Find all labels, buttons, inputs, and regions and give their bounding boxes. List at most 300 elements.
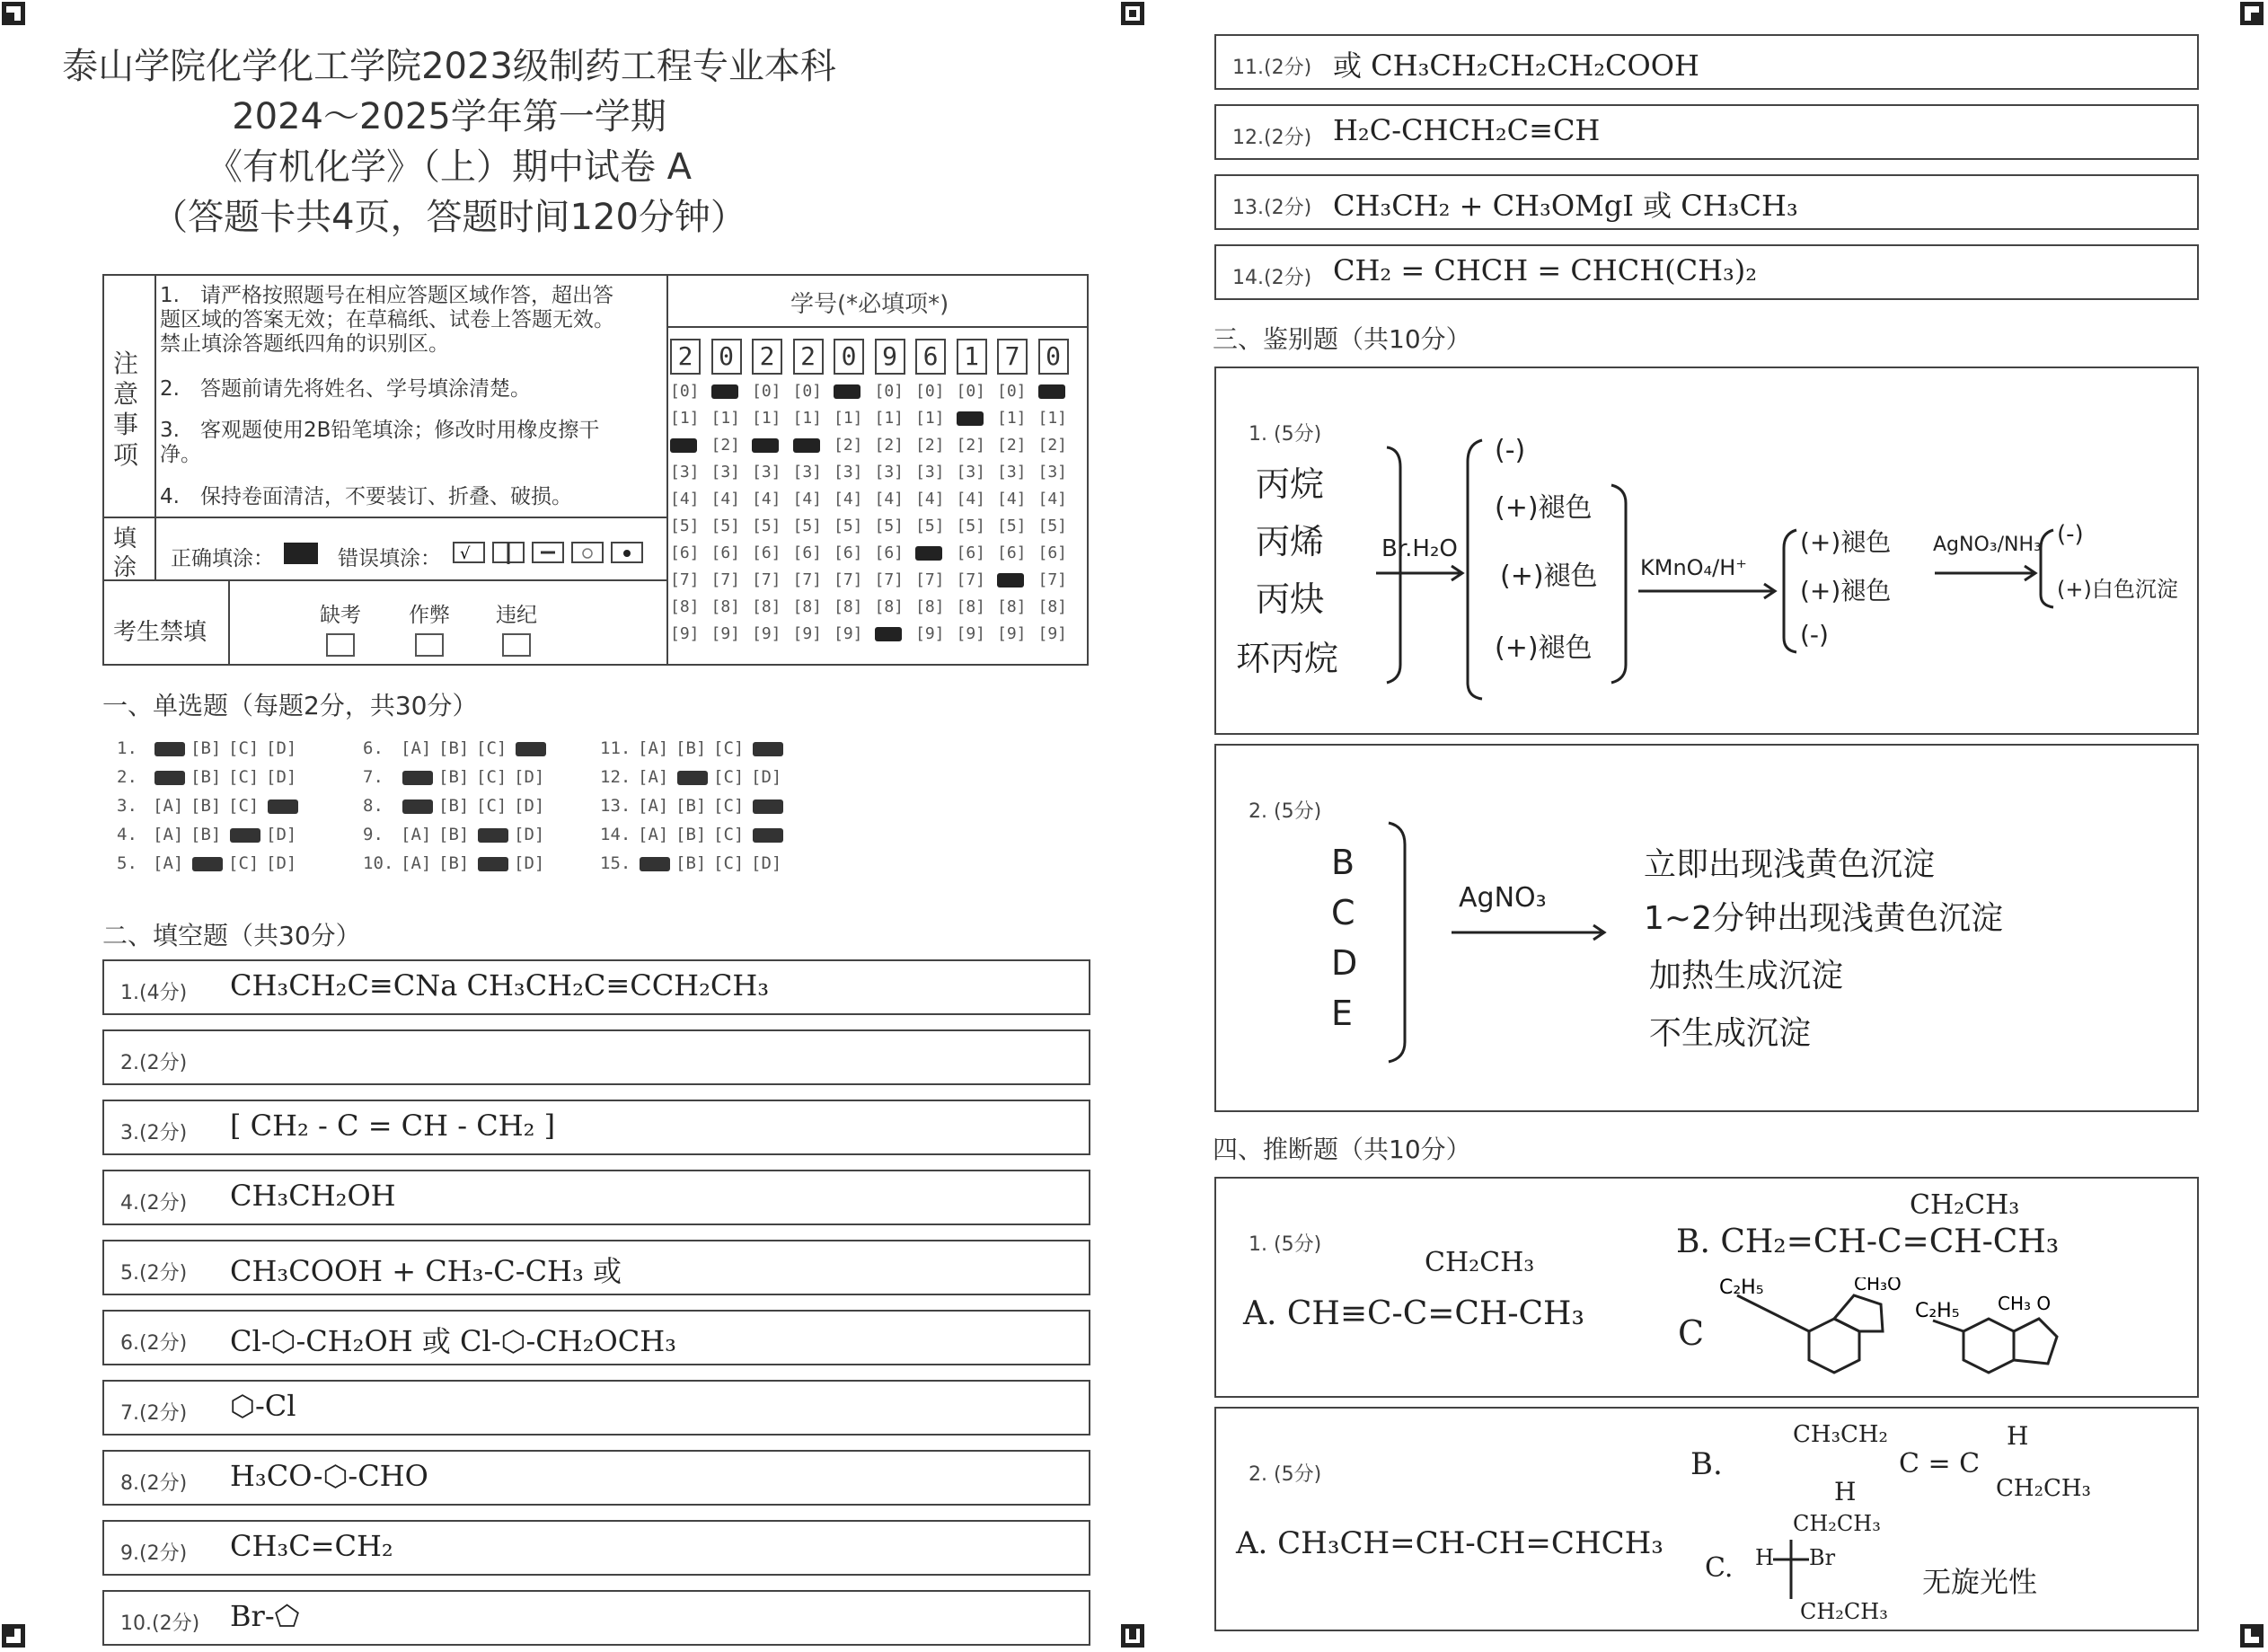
student-id-bubble[interactable]: [1]	[752, 409, 781, 428]
fill-blank-answer: CH₂ = CHCH = CHCH(CH₃)₂	[1333, 253, 1758, 287]
fill-blank-label: 9.(2分)	[120, 1542, 188, 1565]
mcq-option[interactable]: [C]	[713, 853, 745, 873]
fill-blank-answer: ⬡-Cl	[230, 1389, 296, 1423]
mcq-option[interactable]: [A]	[638, 738, 669, 758]
identify-q1-r3-1: (-)	[2057, 521, 2084, 548]
fill-blank-answer: CH₃CH₂C≡CNa CH₃CH₂C≡CCH₂CH₃	[230, 968, 770, 1003]
fill-blank-box	[102, 1100, 1090, 1155]
infer-q2-b-h2: H	[2007, 1421, 2029, 1451]
student-id-digit-box[interactable]: 9	[875, 339, 905, 375]
student-id-digit-box[interactable]: 1	[957, 339, 987, 375]
student-id-bubble[interactable]: [2]	[834, 436, 863, 455]
student-id-bubble[interactable]	[915, 543, 945, 562]
infer-q2-b-r: CH₂CH₃	[1996, 1475, 2091, 1502]
student-id-bubble[interactable]: [5]	[997, 517, 1027, 535]
exam-title-line3: 《有机化学》（上）期中试卷 A	[206, 146, 693, 188]
fill-blank-label: 11.(2分)	[1232, 57, 1312, 79]
student-id-bubble[interactable]: [3]	[915, 463, 945, 481]
student-id-bubble[interactable]: [7]	[1037, 570, 1068, 589]
student-id-bubble[interactable]: [7]	[834, 570, 863, 589]
mcq-option[interactable]: [C]	[228, 738, 260, 758]
student-id-bubble[interactable]	[1038, 382, 1068, 401]
mcq-number: 3.	[117, 796, 137, 816]
student-id-bubble[interactable]: [6]	[1037, 543, 1068, 562]
infer-q1-a-sub: CH₂CH₃	[1425, 1247, 1535, 1278]
infer-q2-b: B.	[1690, 1446, 1723, 1482]
mcq-option[interactable]: [D]	[266, 825, 297, 844]
fill-blank-box	[102, 959, 1090, 1015]
infer-q2-c-h: H	[1755, 1545, 1774, 1570]
student-id-bubble[interactable]: [1]	[915, 409, 945, 428]
svg-text:CH₃O: CH₃O	[1854, 1277, 1902, 1294]
identify-q2-label: 2. (5分)	[1249, 800, 1322, 823]
student-id-bubble[interactable]: [8]	[792, 597, 823, 616]
student-id-bubble[interactable]: [8]	[997, 597, 1027, 616]
identify-q1-reagent-3: AgNO₃/NH₃	[1933, 534, 2042, 556]
student-id-bubble[interactable]: [9]	[792, 624, 823, 643]
mcq-option[interactable]: [C]	[228, 796, 260, 816]
mcq-option[interactable]: [A]	[401, 853, 432, 873]
mcq-option[interactable]: [B]	[675, 825, 707, 844]
identify-q1-r1-2: (+)褪色	[1495, 492, 1593, 524]
mcq-option[interactable]: [B]	[190, 796, 222, 816]
student-id-bubble[interactable]: [8]	[915, 597, 945, 616]
student-id-bubble[interactable]	[793, 436, 823, 455]
student-id-bubble[interactable]: [1]	[670, 409, 700, 428]
notice-item-1: 1. 请严格按照题号在相应答题区域作答，超出答题区域的答案无效；在草稿纸、试卷上答题无效。禁止填涂答题纸四角的识别区。	[160, 284, 614, 356]
correct-fill-sample	[284, 543, 318, 564]
student-id-bubble[interactable]: [6]	[670, 543, 700, 562]
mcq-filled-mark	[192, 857, 223, 871]
fill-label: 填涂	[113, 526, 137, 581]
svg-text:C₂H₅: C₂H₅	[1915, 1300, 1960, 1322]
student-id-bubble[interactable]: [8]	[752, 597, 781, 616]
student-id-bubble[interactable]: [5]	[752, 517, 781, 535]
notice-item-2: 2. 答题前请先将姓名、学号填涂清楚。	[160, 377, 531, 401]
mcq-option[interactable]: [B]	[438, 853, 470, 873]
student-id-bubble[interactable]: [2]	[874, 436, 905, 455]
mcq-option[interactable]: [C]	[228, 767, 260, 787]
identify-q2-compound-d: D	[1331, 943, 1358, 983]
mcq-option[interactable]: [C]	[476, 767, 507, 787]
student-id-bubble[interactable]	[670, 436, 700, 455]
infer-q1-b: B. CH₂=CH-C=CH-CH₃	[1676, 1224, 2060, 1260]
mcq-filled-mark	[154, 771, 185, 785]
mcq-number: 7.	[363, 767, 384, 787]
mcq-number: 5.	[117, 853, 137, 873]
fill-blank-label: 14.(2分)	[1232, 267, 1312, 289]
mcq-option[interactable]: [C]	[713, 767, 745, 787]
fill-blank-answer: CH₃CH₂OH	[230, 1179, 396, 1213]
student-id-bubble[interactable]	[875, 624, 905, 643]
student-id-bubble[interactable]: [8]	[956, 597, 986, 616]
infer-q2-b-h1: H	[1834, 1477, 1857, 1506]
infer-q1-c-structure	[1719, 1277, 2061, 1394]
fill-blank-label: 12.(2分)	[1232, 127, 1312, 149]
student-id-bubble[interactable]: [1]	[997, 409, 1027, 428]
mcq-number: 8.	[363, 796, 384, 816]
student-id-bubble[interactable]: [4]	[834, 490, 863, 508]
student-id-bubble[interactable]: [9]	[997, 624, 1027, 643]
fill-blank-answer: [ CH₂ - C = CH - CH₂ ]	[230, 1109, 556, 1143]
ban-option-absent[interactable]	[320, 598, 361, 657]
fill-blank-box	[1214, 174, 2199, 230]
student-id-bubble[interactable]: [1]	[874, 409, 905, 428]
student-id-bubble[interactable]: [8]	[874, 597, 905, 616]
identify-q2-compound-e: E	[1331, 994, 1354, 1033]
fill-blank-answer: 或 CH₃CH₂CH₂CH₂COOH	[1333, 49, 1699, 83]
exam-title-line4: （答题卡共4页，答题时间120分钟）	[152, 197, 746, 238]
wrong-fill-samples	[452, 541, 649, 570]
student-id-digit-box[interactable]: 0	[834, 339, 864, 375]
infer-q1-box	[1214, 1177, 2199, 1398]
ban-label: 考生禁填	[113, 619, 207, 646]
mcq-option[interactable]: [B]	[190, 767, 222, 787]
student-id-bubble[interactable]: [6]	[710, 543, 741, 562]
fill-blank-answer: Cl-⬡-CH₂OH 或 Cl-⬡-CH₂OCH₃	[230, 1324, 676, 1358]
student-id-bubble[interactable]: [9]	[956, 624, 986, 643]
student-id-bubble[interactable]: [3]	[997, 463, 1027, 481]
notice-item-4: 4. 保持卷面清洁，不要装订、折叠、破损。	[160, 485, 572, 508]
student-id-bubble[interactable]: [7]	[752, 570, 781, 589]
identify-q1-r1-1: (-)	[1495, 435, 1526, 466]
fill-blank-label: 10.(2分)	[120, 1612, 200, 1635]
fill-blank-label: 13.(2分)	[1232, 197, 1312, 219]
fill-blank-label: 1.(4分)	[120, 982, 188, 1004]
student-id-bubble[interactable]: [6]	[956, 543, 986, 562]
infer-q2-c-note: 无旋光性	[1922, 1565, 2038, 1599]
identify-q1-compound-1: 丙烷	[1256, 464, 1325, 504]
student-id-bubble[interactable]	[997, 570, 1027, 589]
mcq-option[interactable]: [C]	[713, 796, 745, 816]
infer-q2-c-cross	[1773, 1540, 1809, 1603]
fill-blank-box	[1214, 34, 2199, 90]
student-id-bubble[interactable]: [7]	[792, 570, 823, 589]
student-id-bubble[interactable]: [5]	[956, 517, 986, 535]
identify-q2-result-3: 加热生成沉淀	[1649, 958, 1844, 994]
infer-q1-c: C	[1678, 1313, 1705, 1353]
notice-side-label: 注意事项	[113, 349, 139, 470]
mcq-option[interactable]: [D]	[266, 738, 297, 758]
mcq-option[interactable]: [A]	[401, 738, 432, 758]
identify-q1-compound-3: 丙炔	[1256, 579, 1325, 619]
student-id-bubble[interactable]: [6]	[752, 543, 781, 562]
infer-q2-box	[1214, 1407, 2199, 1631]
student-id-bubble[interactable]: [4]	[1037, 490, 1068, 508]
student-id-bubble[interactable]: [9]	[752, 624, 781, 643]
student-id-bubble[interactable]: [3]	[710, 463, 741, 481]
student-id-bubble[interactable]: [8]	[1037, 597, 1068, 616]
student-id-bubble[interactable]: [6]	[874, 543, 905, 562]
student-id-digit-box[interactable]: 0	[1038, 339, 1069, 375]
mcq-option[interactable]: [D]	[266, 767, 297, 787]
svg-text:√: √	[460, 544, 471, 563]
student-id-bubble[interactable]: [1]	[834, 409, 863, 428]
student-id-bubble[interactable]: [7]	[874, 570, 905, 589]
student-id-bubble[interactable]: [0]	[670, 382, 700, 401]
student-id-bubble[interactable]: [7]	[915, 570, 945, 589]
identify-q2-compound-c: C	[1331, 893, 1355, 932]
fill-blank-label: 3.(2分)	[120, 1122, 188, 1144]
mcq-option[interactable]: [C]	[713, 738, 745, 758]
mcq-number: 11.	[600, 738, 631, 758]
student-id-bubble[interactable]: [7]	[956, 570, 986, 589]
student-id-bubble[interactable]: [6]	[997, 543, 1027, 562]
student-id-bubble[interactable]: [5]	[670, 517, 700, 535]
student-id-bubble[interactable]: [5]	[792, 517, 823, 535]
infer-q1-a: A. CH≡C-C=CH-CH₃	[1243, 1295, 1584, 1332]
mcq-option[interactable]: [C]	[713, 825, 745, 844]
mcq-number: 12.	[600, 767, 631, 787]
identify-q1-r1-3: (+)褪色	[1500, 561, 1598, 592]
student-id-bubble[interactable]: [3]	[670, 463, 700, 481]
student-id-bubble[interactable]: [5]	[1037, 517, 1068, 535]
mcq-option[interactable]: [B]	[438, 767, 470, 787]
fill-blank-answer: H₃CO-⬡-CHO	[230, 1459, 428, 1493]
section-identification: 三、鉴别题（共10分）	[1213, 324, 1471, 354]
student-id-bubble[interactable]: [2]	[710, 436, 741, 455]
mcq-option[interactable]: [B]	[190, 738, 222, 758]
fill-blank-box	[102, 1029, 1090, 1085]
fill-blank-box	[102, 1450, 1090, 1506]
student-id-bubble[interactable]: [7]	[670, 570, 700, 589]
ban-option-cheat-label: 作弊	[409, 604, 450, 627]
student-id-bubble[interactable]: [0]	[915, 382, 945, 401]
mcq-filled-mark	[478, 828, 508, 843]
student-id-bubble[interactable]: [4]	[915, 490, 945, 508]
mcq-option[interactable]: [B]	[190, 825, 222, 844]
mcq-option[interactable]: [A]	[153, 853, 184, 873]
student-id-bubble[interactable]: [3]	[834, 463, 863, 481]
mcq-option[interactable]: [D]	[266, 853, 297, 873]
mcq-option[interactable]: [A]	[401, 825, 432, 844]
student-id-bubble[interactable]: [4]	[752, 490, 781, 508]
student-id-bubble[interactable]: [1]	[710, 409, 741, 428]
mcq-filled-mark	[516, 742, 546, 756]
fill-blank-box	[102, 1590, 1090, 1646]
student-id-bubble[interactable]: [7]	[710, 570, 741, 589]
student-id-digit-box[interactable]: 2	[793, 339, 824, 375]
student-id-digit-box[interactable]: 6	[915, 339, 946, 375]
answer-sheet-page-right	[1134, 0, 2268, 1652]
mcq-option[interactable]: [A]	[638, 825, 669, 844]
identify-q2-reagent: AgNO₃	[1459, 882, 1547, 914]
mcq-number: 15.	[600, 853, 631, 873]
ban-option-violation[interactable]	[496, 598, 537, 657]
student-id-bubble[interactable]	[752, 436, 781, 455]
identify-q1-r3-2: (+)白色沉淀	[2057, 577, 2178, 602]
student-id-bubble[interactable]: [9]	[670, 624, 700, 643]
mcq-option[interactable]: [C]	[228, 853, 260, 873]
student-id-bubble[interactable]: [2]	[915, 436, 945, 455]
student-id-bubble[interactable]: [3]	[874, 463, 905, 481]
student-id-bubble[interactable]: [5]	[834, 517, 863, 535]
fill-blank-label: 5.(2分)	[120, 1262, 188, 1285]
infer-q1-label: 1. (5分)	[1249, 1233, 1322, 1256]
student-id-bubble[interactable]: [4]	[670, 490, 700, 508]
student-id-bubble[interactable]: [4]	[874, 490, 905, 508]
identify-q1-r1-4: (+)褪色	[1495, 632, 1593, 664]
student-id-bubble[interactable]	[711, 382, 741, 401]
mcq-option[interactable]: [A]	[153, 825, 184, 844]
infer-q2-a: A. CH₃CH=CH-CH=CHCH₃	[1236, 1525, 1663, 1561]
identify-q2-box	[1214, 744, 2199, 1112]
student-id-bubble[interactable]: [3]	[1037, 463, 1068, 481]
fill-blank-label: 8.(2分)	[120, 1472, 188, 1495]
fill-blank-box	[1214, 244, 2199, 300]
mcq-number: 14.	[600, 825, 631, 844]
student-id-bubble[interactable]: [0]	[752, 382, 781, 401]
student-id-bubble[interactable]: [0]	[874, 382, 905, 401]
student-id-bubble[interactable]: [4]	[710, 490, 741, 508]
mcq-filled-mark	[268, 799, 298, 814]
student-id-bubble[interactable]: [1]	[1037, 409, 1068, 428]
student-id-bubble[interactable]: [2]	[1037, 436, 1068, 455]
exam-title-line2: 2024～2025学年第一学期	[232, 96, 666, 137]
mcq-number: 6.	[363, 738, 384, 758]
infer-q2-c-br: Br	[1809, 1545, 1836, 1570]
mcq-number: 10.	[363, 853, 394, 873]
ban-option-cheat[interactable]	[409, 598, 450, 657]
student-id-bubble[interactable]: [8]	[710, 597, 741, 616]
mcq-option[interactable]: [B]	[675, 853, 707, 873]
mcq-number: 2.	[117, 767, 137, 787]
student-id-bubble[interactable]: [9]	[1037, 624, 1068, 643]
student-id-bubble[interactable]: [4]	[956, 490, 986, 508]
fill-blank-box	[102, 1170, 1090, 1225]
fill-blank-box	[102, 1380, 1090, 1436]
fill-blank-answer: CH₃C=CH₂	[230, 1529, 393, 1563]
mcq-filled-mark	[402, 771, 433, 785]
mcq-option[interactable]: [D]	[514, 825, 545, 844]
student-id-bubble[interactable]	[834, 382, 863, 401]
identify-q1-compound-2: 丙烯	[1256, 522, 1325, 561]
fill-blank-answer: CH₃COOH + CH₃-C-CH₃ 或	[230, 1254, 622, 1288]
mcq-filled-mark	[402, 799, 433, 814]
identify-q1-label: 1. (5分)	[1249, 423, 1322, 446]
student-id-bubble[interactable]: [2]	[997, 436, 1027, 455]
identify-q2-result-1: 立即出现浅黄色沉淀	[1644, 846, 1936, 883]
section-single-choice: 一、单选题（每题2分，共30分）	[102, 691, 478, 720]
fill-blank-label: 4.(2分)	[120, 1192, 188, 1215]
mcq-number: 4.	[117, 825, 137, 844]
infer-q2-b-mid: C = C	[1899, 1448, 1981, 1480]
mcq-option[interactable]: [A]	[153, 796, 184, 816]
mcq-filled-mark	[753, 742, 783, 756]
mcq-option[interactable]: [A]	[638, 796, 669, 816]
mcq-option[interactable]: [B]	[675, 738, 707, 758]
student-id-bubble[interactable]: [3]	[956, 463, 986, 481]
student-id-bubble[interactable]: [6]	[792, 543, 823, 562]
identify-q1-reagent-2: KMnO₄/H⁺	[1640, 555, 1747, 580]
svg-text:C₂H₅: C₂H₅	[1719, 1277, 1764, 1299]
fill-blank-answer: CH₃CH₂ + CH₃OMgI 或 CH₃CH₃	[1333, 189, 1798, 223]
student-id-bubble[interactable]: [0]	[956, 382, 986, 401]
student-id-bubble[interactable]: [9]	[710, 624, 741, 643]
student-id-bubble[interactable]: [3]	[752, 463, 781, 481]
fill-blank-box	[102, 1240, 1090, 1295]
section-inference: 四、推断题（共10分）	[1213, 1135, 1471, 1164]
fill-blank-label: 7.(2分)	[120, 1402, 188, 1425]
fill-blank-answer: H₂C-CHCH₂C≡CH	[1333, 113, 1601, 147]
student-id-bubble[interactable]: [2]	[956, 436, 986, 455]
mcq-option[interactable]: [C]	[476, 738, 507, 758]
exam-title-line1: 泰山学院化学化工学院2023级制药工程专业本科	[62, 46, 836, 87]
ban-option-violation-label: 违纪	[496, 604, 537, 627]
mcq-option[interactable]: [B]	[675, 796, 707, 816]
mcq-option[interactable]: [D]	[751, 767, 782, 787]
student-id-bubble[interactable]: [1]	[792, 409, 823, 428]
identify-q1-compound-4: 环丙烷	[1236, 639, 1339, 678]
student-id-bubble[interactable]: [4]	[792, 490, 823, 508]
fill-blank-label: 2.(2分)	[120, 1052, 188, 1074]
fill-blank-box	[102, 1310, 1090, 1365]
student-id-bubble[interactable]: [0]	[997, 382, 1027, 401]
student-id-digit-box[interactable]: 2	[670, 339, 701, 375]
mcq-option[interactable]: [A]	[638, 767, 669, 787]
student-id-digit-box[interactable]: 2	[752, 339, 782, 375]
student-id-bubble[interactable]: [0]	[792, 382, 823, 401]
mcq-filled-mark	[677, 771, 708, 785]
mcq-number: 9.	[363, 825, 384, 844]
infer-q2-c-bot: CH₂CH₃	[1800, 1599, 1888, 1624]
student-id-bubble[interactable]: [5]	[915, 517, 945, 535]
fill-blank-box	[1214, 104, 2199, 160]
student-id-bubble[interactable]: [4]	[997, 490, 1027, 508]
notice-item-3: 3. 客观题使用2B铅笔填涂；修改时用橡皮擦干净。	[160, 419, 600, 466]
identify-q2-compound-b: B	[1331, 843, 1355, 882]
student-id-bubble[interactable]: [8]	[670, 597, 700, 616]
student-id-bubble[interactable]: [9]	[834, 624, 863, 643]
student-id-bubble[interactable]: [5]	[710, 517, 741, 535]
student-id-bubble[interactable]	[957, 409, 986, 428]
mcq-option[interactable]: [B]	[438, 825, 470, 844]
student-id-bubble[interactable]: [9]	[915, 624, 945, 643]
mcq-option[interactable]: [B]	[438, 738, 470, 758]
mcq-option[interactable]: [D]	[514, 853, 545, 873]
student-id-bubble[interactable]: [8]	[834, 597, 863, 616]
mcq-filled-mark	[753, 828, 783, 843]
identify-q1-box	[1214, 367, 2199, 735]
student-id-digit-box[interactable]: 7	[997, 339, 1028, 375]
student-id-bubble[interactable]: [3]	[792, 463, 823, 481]
identify-q1-r2-1: (+)褪色	[1800, 527, 1892, 557]
student-id-bubble[interactable]: [5]	[874, 517, 905, 535]
student-id-digit-box[interactable]: 0	[711, 339, 742, 375]
identify-q1-reagent-1: Br.H₂O	[1381, 535, 1458, 562]
infer-q2-c: C.	[1705, 1552, 1734, 1584]
identify-q1-r2-2: (+)褪色	[1800, 576, 1892, 605]
mcq-option[interactable]: [B]	[438, 796, 470, 816]
mcq-number: 13.	[600, 796, 631, 816]
mcq-option[interactable]: [D]	[514, 767, 545, 787]
fill-blank-box	[102, 1520, 1090, 1576]
infer-q2-label: 2. (5分)	[1249, 1463, 1322, 1486]
mcq-option[interactable]: [D]	[751, 853, 782, 873]
section-fill-blank: 二、填空题（共30分）	[102, 921, 361, 950]
mcq-option[interactable]: [C]	[476, 796, 507, 816]
infer-q1-b-sub: CH₂CH₃	[1910, 1189, 2020, 1221]
ban-option-absent-label: 缺考	[320, 604, 361, 627]
mcq-filled-mark	[478, 857, 508, 871]
mcq-filled-mark	[230, 828, 260, 843]
svg-text:CH₃ O: CH₃ O	[1998, 1293, 2052, 1314]
identify-q1-r2-3: (-)	[1800, 620, 1829, 649]
mcq-number: 1.	[117, 738, 137, 758]
identify-q1-arrows	[1216, 368, 2201, 737]
student-id-bubble[interactable]: [6]	[834, 543, 863, 562]
mcq-option[interactable]: [D]	[514, 796, 545, 816]
